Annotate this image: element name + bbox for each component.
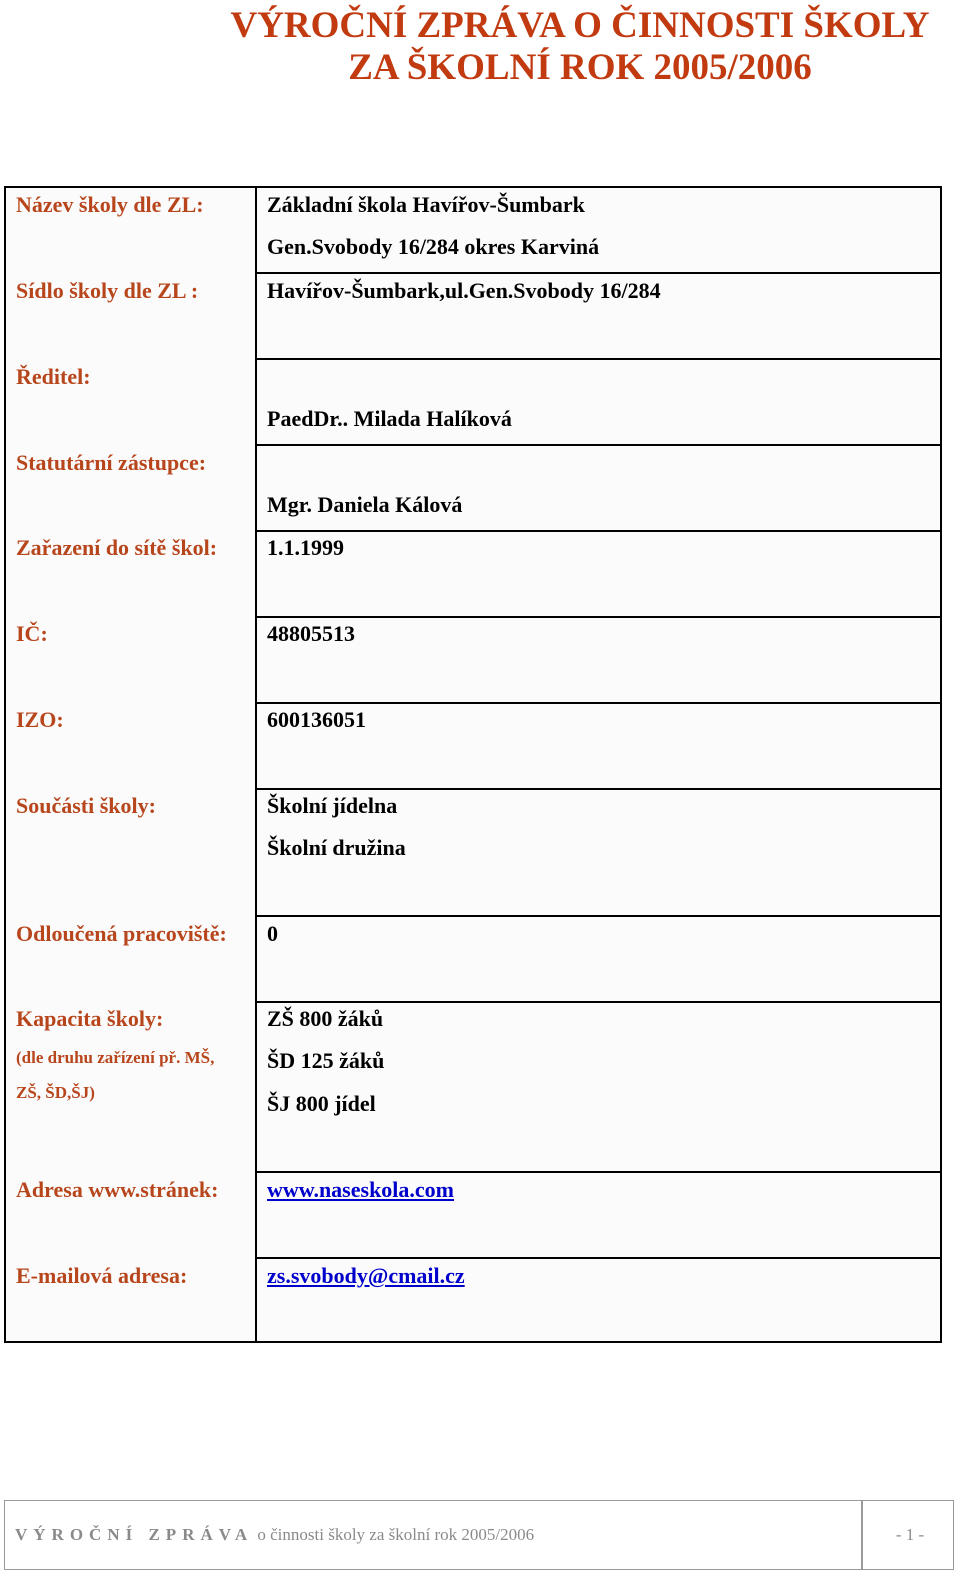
parts-label: Součásti školy: — [16, 793, 156, 818]
document-title-line1: VÝROČNÍ ZPRÁVA O ČINNOSTI ŠKOLY — [230, 5, 930, 46]
row-divider — [256, 444, 940, 446]
detached-value: 0 — [267, 921, 278, 946]
capacity-label: Kapacita školy: — [16, 1006, 164, 1031]
ic-label: IČ: — [16, 621, 48, 646]
school-name-value: Základní škola Havířov-Šumbark — [267, 192, 585, 217]
row-divider — [256, 358, 940, 360]
seat-label: Sídlo školy dle ZL : — [16, 278, 199, 303]
izo-label: IZO: — [16, 707, 64, 732]
row-divider — [256, 702, 940, 704]
page-footer — [4, 1500, 954, 1570]
footer-subtitle: o činnosti školy za školní rok 2005/2006 — [257, 1525, 535, 1544]
school-name-address: Gen.Svobody 16/284 okres Karviná — [267, 234, 600, 259]
row-divider — [256, 1257, 940, 1259]
detached-label: Odloučená pracoviště: — [16, 921, 227, 946]
deputy-value: Mgr. Daniela Kálová — [267, 492, 463, 517]
email-link-wrap — [267, 1263, 465, 1289]
web-link[interactable]: www.naseskola.com — [267, 1177, 455, 1202]
email-label: E-mailová adresa: — [16, 1263, 188, 1288]
row-divider — [256, 272, 940, 274]
footer-divider — [861, 1501, 863, 1569]
web-label: Adresa www.stránek: — [16, 1177, 219, 1202]
director-value: PaedDr.. Milada Halíková — [267, 406, 512, 431]
network-value: 1.1.1999 — [267, 535, 344, 560]
row-divider — [256, 788, 940, 790]
izo-value: 600136051 — [267, 707, 366, 732]
row-divider — [256, 530, 940, 532]
row-divider — [256, 616, 940, 618]
footer-report-title: VÝROČNÍ ZPRÁVA — [15, 1525, 254, 1544]
row-divider — [256, 1171, 940, 1173]
seat-value: Havířov-Šumbark,ul.Gen.Svobody 16/284 — [267, 278, 661, 303]
row-divider — [256, 1001, 940, 1003]
column-divider — [255, 188, 257, 1341]
web-link-wrap — [267, 1177, 454, 1203]
deputy-label: Statutární zástupce: — [16, 450, 207, 475]
capacity-sd: ŠD 125 žáků — [267, 1048, 385, 1073]
footer-text — [15, 1523, 534, 1547]
parts-value-club: Školní družina — [267, 835, 406, 860]
network-label: Zařazení do sítě škol: — [16, 535, 218, 560]
email-link[interactable]: zs.svobody@cmail.cz — [267, 1263, 465, 1288]
parts-value-canteen: Školní jídelna — [267, 793, 398, 818]
document-title-line2: ZA ŠKOLNÍ ROK 2005/2006 — [348, 47, 812, 88]
capacity-note-2: ZŠ, ŠD,ŠJ) — [16, 1083, 95, 1102]
page-number: - 1 - — [895, 1525, 925, 1544]
school-info-table — [4, 186, 942, 1343]
school-name-label: Název školy dle ZL: — [16, 192, 204, 217]
capacity-zs: ZŠ 800 žáků — [267, 1006, 384, 1031]
row-divider — [256, 915, 940, 917]
director-label: Ředitel: — [16, 364, 91, 389]
capacity-sj: ŠJ 800 jídel — [267, 1091, 376, 1116]
capacity-note: (dle druhu zařízení př. MŠ, — [16, 1048, 215, 1067]
ic-value: 48805513 — [267, 621, 355, 646]
